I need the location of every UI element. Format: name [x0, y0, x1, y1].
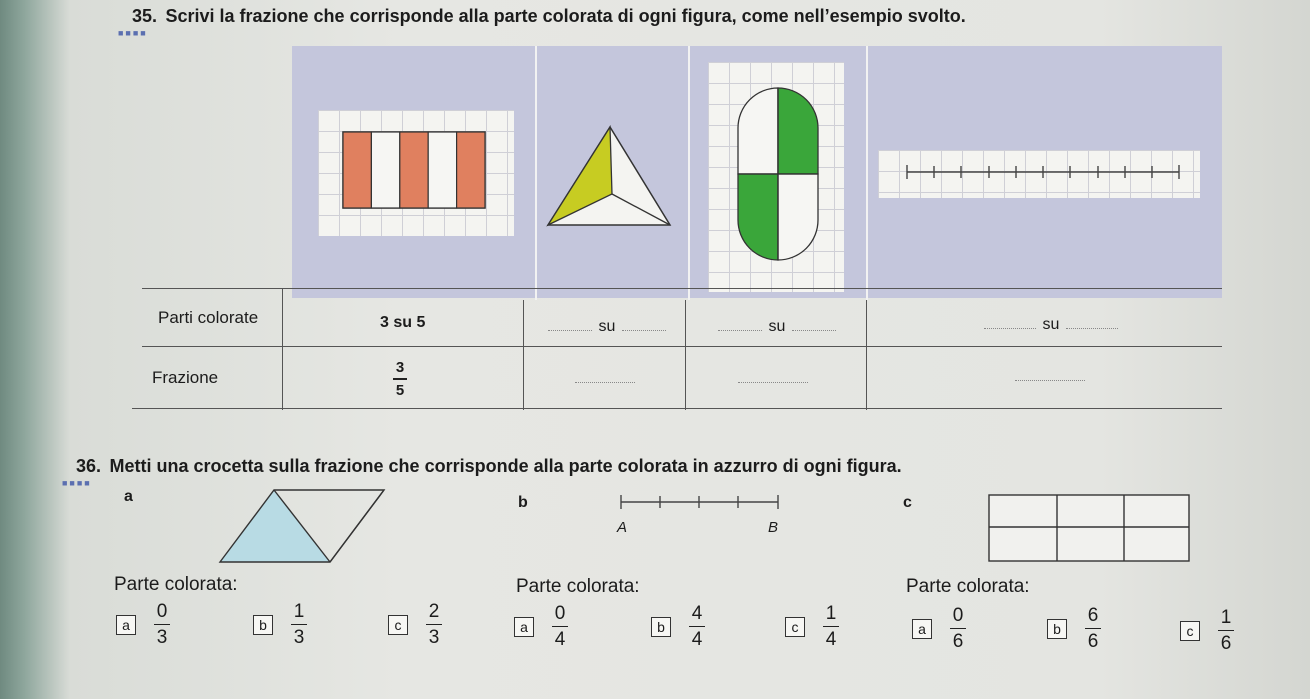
- fraction-numerator: 0: [952, 605, 964, 626]
- fraction-numerator: 3: [395, 359, 405, 376]
- fraction-bar: [823, 626, 839, 627]
- parte-label-a: Parte colorata:: [114, 574, 238, 595]
- ex36-fig-a-trapezoid: [218, 488, 398, 564]
- option-b-c[interactable]: [785, 604, 839, 649]
- option-fraction: [950, 606, 966, 651]
- fraction-bar: [426, 624, 442, 625]
- answer-blank-fraction[interactable]: [738, 382, 808, 383]
- su-label: su: [768, 318, 786, 335]
- fraction-denominator: 4: [691, 629, 703, 650]
- fraction-denominator: 4: [825, 629, 837, 650]
- fraction-denominator: 5: [395, 382, 405, 399]
- ex35-header: [132, 6, 1282, 30]
- option-b-b[interactable]: [651, 604, 705, 649]
- fraction-bar: [1085, 628, 1101, 629]
- checkbox[interactable]: b: [1047, 619, 1067, 639]
- fig-letter-b: b: [518, 494, 528, 511]
- checkbox[interactable]: a: [116, 615, 136, 635]
- row-label-frazione: Frazione: [152, 368, 219, 387]
- fraction-denominator: 6: [1087, 631, 1099, 652]
- fig-letter-c: c: [903, 494, 912, 511]
- checkbox[interactable]: b: [253, 615, 273, 635]
- fraction-bar: [950, 628, 966, 629]
- fraction-numerator: 0: [554, 603, 566, 624]
- ex36-title: Metti una crocetta sulla frazione che corrisponde alla parte colorata in azzurro di ogni figura.: [109, 456, 902, 476]
- fraction-denominator: 3: [293, 627, 305, 648]
- ex35-number: 35.: [132, 6, 158, 26]
- table-vline: [282, 288, 283, 410]
- option-fraction: [823, 604, 839, 649]
- ex36-header: [76, 456, 1256, 480]
- example-fraction: [393, 360, 407, 398]
- ex35-divider: [866, 46, 868, 300]
- answer-blank-su[interactable]: [548, 318, 668, 336]
- checkbox[interactable]: c: [388, 615, 408, 635]
- ex35-fig3-capsule: [736, 86, 820, 262]
- checkbox[interactable]: c: [1180, 621, 1200, 641]
- table-line: [142, 346, 1222, 347]
- option-c-b[interactable]: [1047, 606, 1101, 651]
- fraction-numerator: 1: [1220, 607, 1232, 628]
- parte-label-b: Parte colorata:: [516, 576, 640, 597]
- option-fraction: [1085, 606, 1101, 651]
- parte-label-c: Parte colorata:: [906, 576, 1030, 597]
- option-c-c[interactable]: [1180, 608, 1234, 653]
- option-a-b[interactable]: [253, 602, 307, 647]
- table-vline: [685, 300, 686, 410]
- table-line: [142, 288, 1222, 289]
- su-label: su: [1042, 316, 1060, 333]
- ex36-fig-c-grid: [988, 494, 1192, 564]
- table-vline: [866, 300, 867, 410]
- option-fraction: [291, 602, 307, 647]
- ex36-fig-b-segment: [618, 492, 784, 512]
- fraction-denominator: 3: [156, 627, 168, 648]
- option-fraction: [1218, 608, 1234, 653]
- ex35-fig4-segment: [905, 162, 1185, 182]
- row-label-parti: Parti colorate: [158, 308, 259, 327]
- answer-blank-su[interactable]: [718, 318, 848, 336]
- fraction-denominator: 6: [1220, 633, 1232, 654]
- option-fraction: [552, 604, 568, 649]
- fraction-numerator: 1: [293, 601, 305, 622]
- ex35-fig1-stripes: [342, 131, 486, 209]
- checkbox[interactable]: a: [514, 617, 534, 637]
- fraction-bar: [291, 624, 307, 625]
- fraction-numerator: 6: [1087, 605, 1099, 626]
- ex35-title: Scrivi la frazione che corrisponde alla parte colorata di ogni figura, come nell’esempio svolto.: [165, 6, 966, 26]
- ex35-divider: [535, 46, 537, 300]
- answer-blank-su[interactable]: [984, 316, 1124, 334]
- answer-blank-fraction[interactable]: [1015, 380, 1085, 381]
- fraction-numerator: 1: [825, 603, 837, 624]
- ex36-number: 36.: [76, 456, 102, 476]
- option-fraction: [154, 602, 170, 647]
- segment-label-b: B: [768, 519, 779, 536]
- ex36-dots: ■■■■: [62, 478, 92, 488]
- ex35-dots: ■■■■: [118, 28, 148, 38]
- option-a-a[interactable]: [116, 602, 170, 647]
- example-parti: 3 su 5: [380, 314, 426, 331]
- ex35-divider: [688, 46, 690, 300]
- ex35-fig2-triangle: [544, 124, 672, 228]
- fraction-bar: [552, 626, 568, 627]
- option-a-c[interactable]: [388, 602, 442, 647]
- table-vline: [523, 300, 524, 410]
- option-fraction: [426, 602, 442, 647]
- option-c-a[interactable]: [912, 606, 966, 651]
- fraction-numerator: 2: [428, 601, 440, 622]
- option-fraction: [689, 604, 705, 649]
- option-b-a[interactable]: [514, 604, 568, 649]
- checkbox[interactable]: a: [912, 619, 932, 639]
- su-label: su: [598, 318, 616, 335]
- fraction-numerator: 0: [156, 601, 168, 622]
- fraction-bar: [393, 378, 407, 380]
- fraction-bar: [689, 626, 705, 627]
- table-line: [132, 408, 1222, 409]
- checkbox[interactable]: b: [651, 617, 671, 637]
- fraction-denominator: 6: [952, 631, 964, 652]
- fig-letter-a: a: [124, 488, 133, 505]
- fraction-denominator: 4: [554, 629, 566, 650]
- answer-blank-fraction[interactable]: [575, 382, 635, 383]
- fraction-bar: [154, 624, 170, 625]
- fraction-denominator: 3: [428, 627, 440, 648]
- segment-label-a: A: [617, 519, 628, 536]
- fraction-numerator: 4: [691, 603, 703, 624]
- fraction-bar: [1218, 630, 1234, 631]
- checkbox[interactable]: c: [785, 617, 805, 637]
